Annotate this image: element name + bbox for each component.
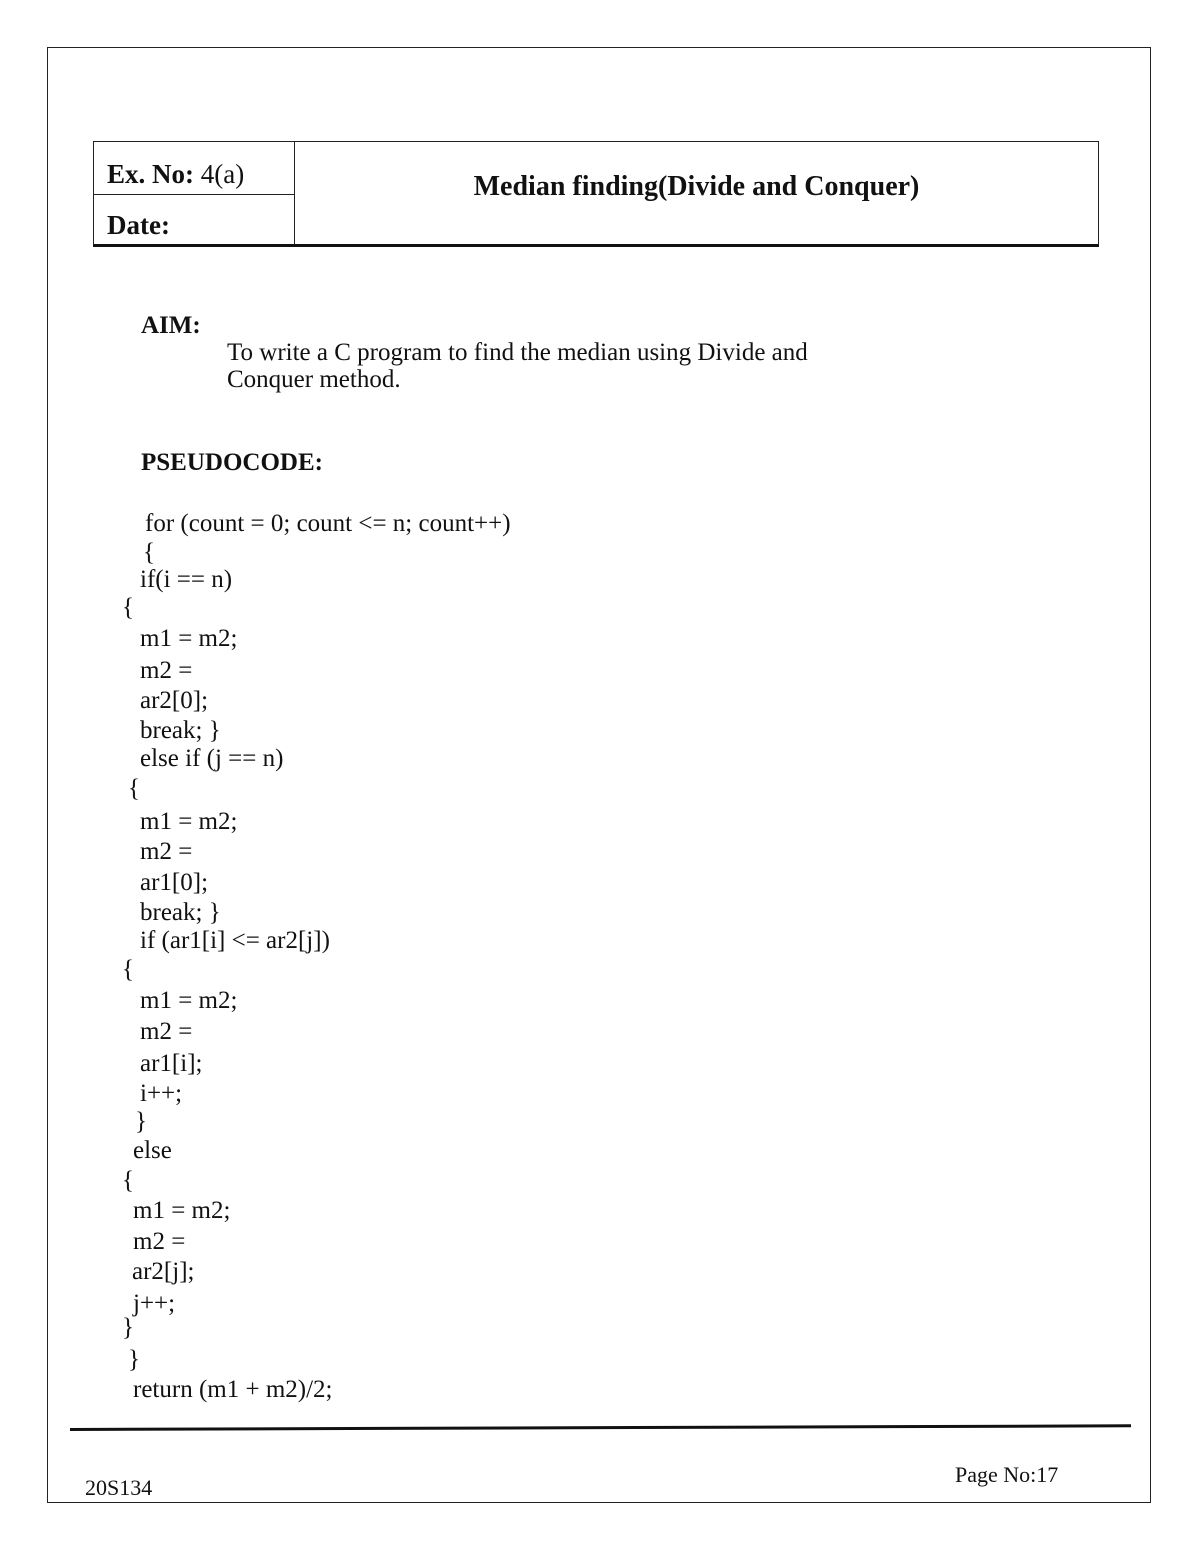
code-line: m2 = <box>140 1018 193 1045</box>
code-line: } <box>122 1314 134 1341</box>
code-line: ar1[0]; <box>140 869 209 896</box>
code-line: m1 = m2; <box>133 1197 231 1224</box>
date-cell <box>94 195 294 245</box>
code-line: i++; <box>140 1080 183 1107</box>
ex-no-cell <box>94 142 294 195</box>
code-line: { <box>122 594 134 621</box>
code-line: else if (j == n) <box>140 745 284 772</box>
code-line: return (m1 + m2)/2; <box>133 1376 333 1403</box>
aim-line-2: Conquer method. <box>227 366 401 393</box>
date-label: Date: <box>107 210 170 240</box>
code-line: if(i == n) <box>140 566 233 593</box>
code-line: m2 = <box>133 1228 186 1255</box>
header-left-column <box>94 142 295 244</box>
ex-no-value: 4(a) <box>200 159 245 189</box>
aim-text <box>227 339 927 393</box>
code-line: break; } <box>140 717 221 744</box>
code-line: { <box>122 956 134 983</box>
roll-number: 20S134 <box>85 1475 153 1500</box>
code-line: ar2[j]; <box>132 1258 195 1285</box>
code-line: else <box>133 1137 172 1164</box>
code-line: break; } <box>140 899 221 926</box>
page-border <box>47 47 1151 1503</box>
code-line: { <box>143 539 155 566</box>
page-number: Page No:17 <box>955 1462 1059 1487</box>
title-cell <box>295 142 1098 244</box>
code-line: { <box>122 1167 134 1194</box>
code-line: } <box>128 1346 140 1373</box>
code-line: ar2[0]; <box>140 687 209 714</box>
code-line: if (ar1[i] <= ar2[j]) <box>140 927 330 954</box>
code-line: { <box>128 775 140 802</box>
code-line: j++; <box>133 1290 176 1317</box>
aim-heading: AIM: <box>141 312 201 339</box>
code-line: m2 = <box>140 838 193 865</box>
code-line: m1 = m2; <box>140 625 238 652</box>
code-line: } <box>135 1108 147 1135</box>
ex-no-label: Ex. No: <box>107 159 194 189</box>
code-line: for (count = 0; count <= n; count++) <box>145 510 511 537</box>
code-line: m1 = m2; <box>140 987 238 1014</box>
aim-line-1: To write a C program to find the median using Divide and <box>227 339 808 366</box>
document-title: Median finding(Divide and Conquer) <box>473 171 920 202</box>
pseudocode-heading: PSEUDOCODE: <box>141 449 323 476</box>
code-line: m2 = <box>140 657 193 684</box>
header-table <box>93 141 1099 247</box>
code-line: m1 = m2; <box>140 808 238 835</box>
code-line: ar1[i]; <box>140 1050 203 1077</box>
